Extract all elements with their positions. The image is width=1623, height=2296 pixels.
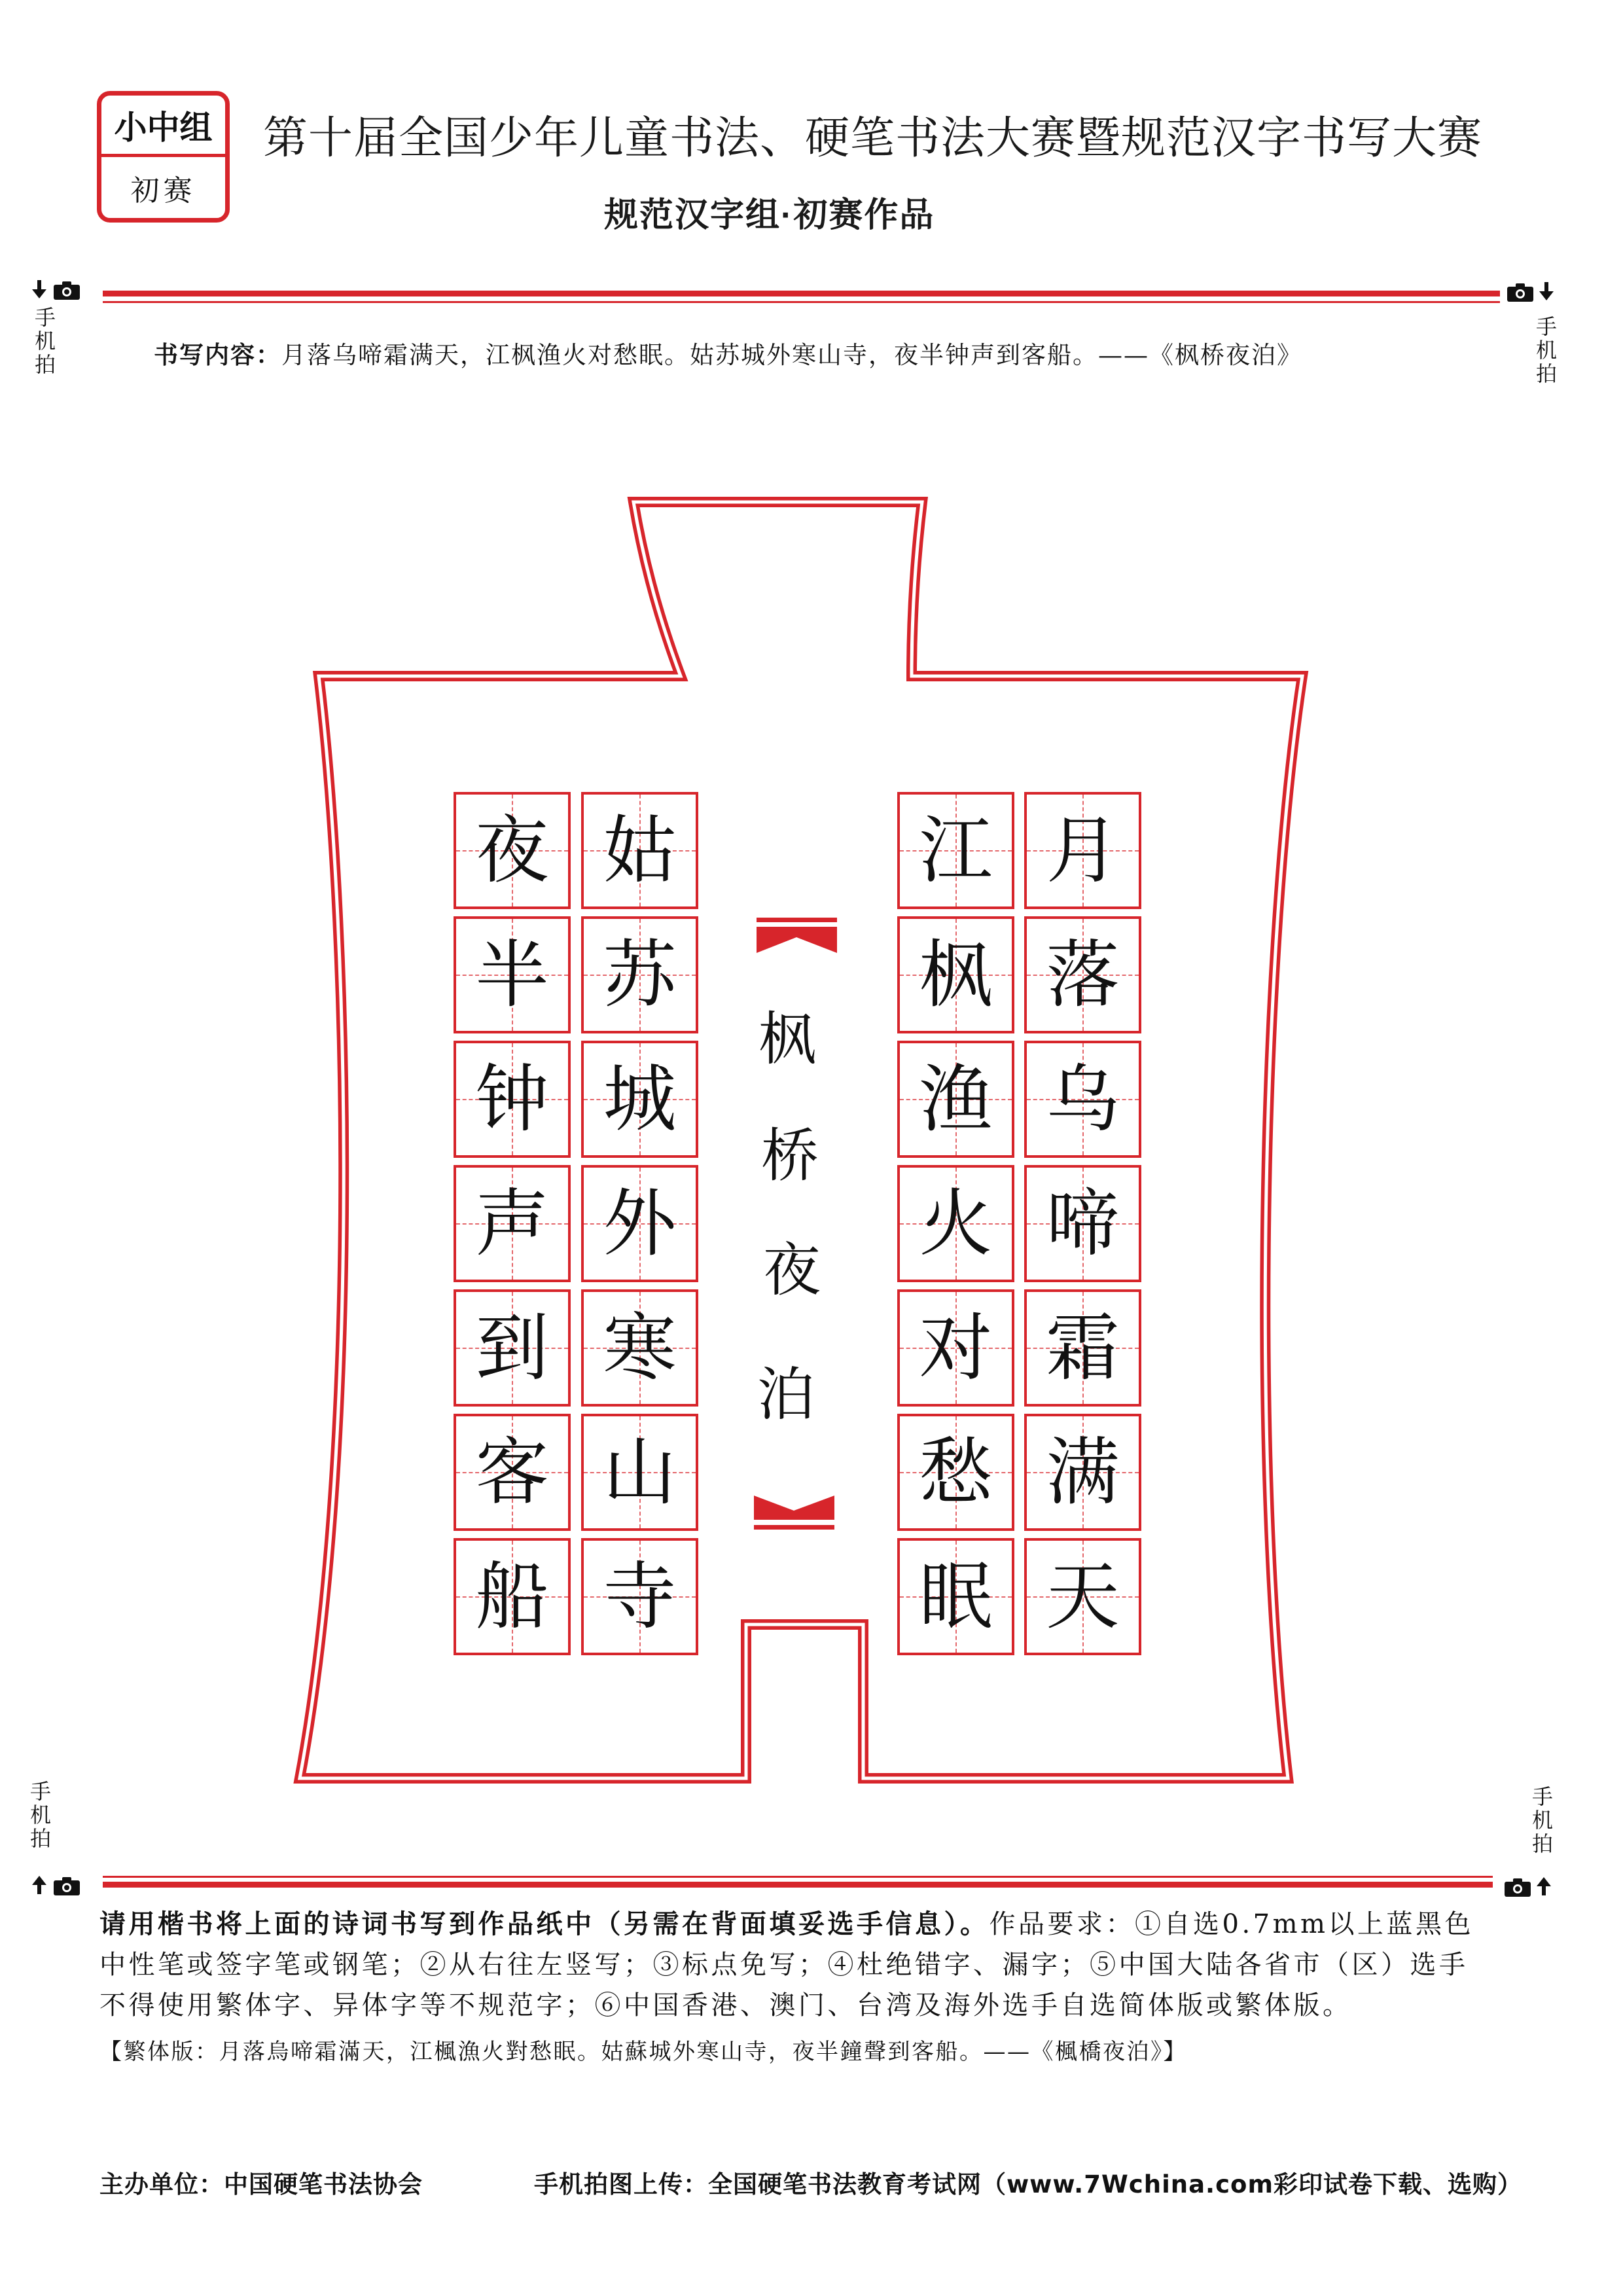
grid-cell xyxy=(454,792,571,909)
poem-character: 乌 xyxy=(1046,1056,1120,1142)
instructions-line-2: 中性笔或签字笔或钢笔；②从右往左竖写；③标点免写；④杜绝错字、漏字；⑤中国大陆各省市（区）选手 xyxy=(99,1950,1469,1980)
poem-character: 苏 xyxy=(603,932,677,1018)
poem-character: 寺 xyxy=(603,1554,677,1640)
grid-cell xyxy=(581,792,698,909)
poem-character: 天 xyxy=(1046,1554,1120,1640)
poem-character: 江 xyxy=(919,808,993,893)
grid-cell xyxy=(897,1165,1014,1282)
poem-character: 寒 xyxy=(603,1305,677,1391)
poem-character: 到 xyxy=(475,1305,549,1391)
camera-icon xyxy=(54,1877,80,1895)
poem-character: 愁 xyxy=(919,1429,993,1515)
poem-character: 月 xyxy=(1046,808,1120,893)
title-ornament-top xyxy=(757,918,837,953)
instructions-lead: 请用楷书将上面的诗词书写到作品纸中（另需在背面填妥选手信息）。 xyxy=(99,1909,990,1939)
poem-character: 对 xyxy=(919,1305,993,1391)
poem-character: 火 xyxy=(919,1181,993,1266)
poem-column-3 xyxy=(581,792,698,1655)
camera-icon xyxy=(1507,283,1533,302)
grid-cell xyxy=(897,1538,1014,1655)
poem-character: 满 xyxy=(1046,1429,1120,1515)
writing-content-label: 书写内容： xyxy=(154,341,281,369)
camera-icon xyxy=(1505,1878,1531,1897)
grid-cell xyxy=(897,916,1014,1033)
artwork-title-char: 桥 xyxy=(760,1122,819,1189)
poem-character: 城 xyxy=(603,1056,677,1142)
poem-character: 枫 xyxy=(919,932,993,1018)
grid-cell xyxy=(581,1165,698,1282)
grid-cell xyxy=(1024,1165,1141,1282)
poem-character: 霜 xyxy=(1046,1305,1120,1391)
grid-cell xyxy=(581,1289,698,1407)
grid-cell xyxy=(897,1041,1014,1158)
photo-marker-label-top-left: 手机拍 xyxy=(31,306,56,377)
title-ornament-bottom xyxy=(754,1496,834,1530)
grid-cell xyxy=(581,1538,698,1655)
grid-cell xyxy=(1024,792,1141,909)
poem-character: 钟 xyxy=(475,1056,549,1142)
badge-stage-label: 初赛 xyxy=(130,173,196,207)
instructions-requirements-start: 作品要求：①自选0.7mm以上蓝黑色 xyxy=(989,1909,1474,1939)
poem-column-1 xyxy=(1024,792,1141,1655)
grid-cell xyxy=(1024,1041,1141,1158)
page-subtitle: 规范汉字组·初赛作品 xyxy=(604,196,935,234)
arrow-up-icon xyxy=(32,1876,46,1894)
grid-cell xyxy=(897,792,1014,909)
grid-cell xyxy=(897,1414,1014,1531)
grid-cell xyxy=(454,1165,571,1282)
arrow-down-icon xyxy=(1539,282,1554,300)
badge-group-label: 小中组 xyxy=(101,96,225,157)
traditional-version-note: 【繁体版：月落烏啼霜滿天，江楓漁火對愁眠。姑蘇城外寒山寺，夜半鐘聲到客船。——《楓橋夜泊》】 xyxy=(99,2039,1187,2065)
footer-organizer: 主办单位：中国硬笔书法协会 xyxy=(99,2170,423,2198)
instructions-line-1 xyxy=(99,1904,1474,1945)
grid-cell xyxy=(1024,1538,1141,1655)
poem-character: 半 xyxy=(475,932,549,1018)
group-badge xyxy=(97,91,230,223)
photo-marker-label-bottom-left: 手机拍 xyxy=(27,1780,52,1851)
arrow-down-icon xyxy=(32,280,46,298)
grid-cell xyxy=(454,916,571,1033)
top-rule-thick xyxy=(103,291,1500,296)
poem-character: 客 xyxy=(475,1429,549,1515)
grid-cell xyxy=(1024,916,1141,1033)
grid-cell xyxy=(454,1289,571,1407)
poem-character: 夜 xyxy=(475,808,549,893)
grid-cell xyxy=(897,1289,1014,1407)
poem-character: 渔 xyxy=(919,1056,993,1142)
grid-cell xyxy=(581,916,698,1033)
poem-character: 声 xyxy=(475,1181,549,1266)
grid-cell xyxy=(454,1538,571,1655)
writing-content-text: 月落乌啼霜满天，江枫渔火对愁眠。姑苏城外寒山寺，夜半钟声到客船。——《枫桥夜泊》 xyxy=(281,341,1302,369)
bottom-rule-thick xyxy=(103,1882,1493,1888)
photo-marker-label-bottom-right: 手机拍 xyxy=(1529,1785,1554,1856)
arrow-up-icon xyxy=(1537,1877,1551,1895)
poem-character: 眠 xyxy=(919,1554,993,1640)
grid-cell xyxy=(1024,1414,1141,1531)
poem-character: 船 xyxy=(475,1554,549,1640)
poem-column-4 xyxy=(454,792,571,1655)
poem-character: 山 xyxy=(603,1429,677,1515)
page-title: 第十届全国少年儿童书法、硬笔书法大赛暨规范汉字书写大赛 xyxy=(263,113,1483,164)
poem-character: 姑 xyxy=(603,808,677,893)
writing-content-line xyxy=(154,340,1302,370)
top-rule-thin xyxy=(103,301,1500,303)
poem-character: 啼 xyxy=(1046,1181,1120,1266)
poem-character: 落 xyxy=(1046,932,1120,1018)
instructions-block xyxy=(99,1904,1474,2026)
grid-cell xyxy=(581,1041,698,1158)
poem-column-2 xyxy=(897,792,1014,1655)
artwork-title-char: 泊 xyxy=(757,1361,815,1428)
bottom-rule-thin xyxy=(103,1876,1493,1878)
artwork-title-char: 夜 xyxy=(762,1236,821,1304)
poem-character: 外 xyxy=(603,1181,677,1266)
grid-cell xyxy=(1024,1289,1141,1407)
artwork-title-char: 枫 xyxy=(758,1005,816,1073)
grid-cell xyxy=(454,1041,571,1158)
grid-cell xyxy=(581,1414,698,1531)
camera-icon xyxy=(54,281,80,300)
instructions-line-3: 不得使用繁体字、异体字等不规范字；⑥中国香港、澳门、台湾及海外选手自选简体版或繁体版。 xyxy=(99,1990,1352,2020)
grid-cell xyxy=(454,1414,571,1531)
photo-marker-label-top-right: 手机拍 xyxy=(1533,315,1558,386)
footer-upload-info: 手机拍图上传：全国硬笔书法教育考试网（www.7Wchina.com彩印试卷下载、选购） xyxy=(534,2170,1523,2198)
